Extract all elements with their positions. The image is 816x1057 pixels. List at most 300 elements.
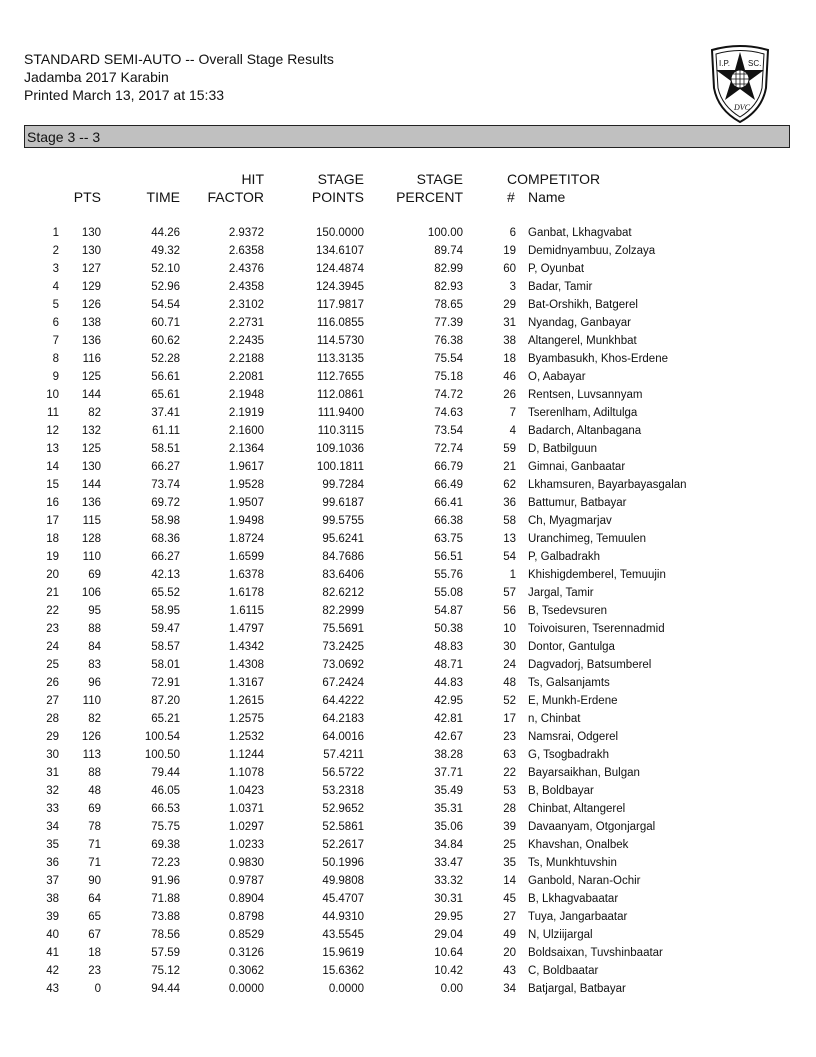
place-cell: 6: [52, 317, 59, 329]
place-cell: 41: [46, 947, 59, 959]
stage-percent-cell: 100.00: [427, 227, 463, 239]
place-cell: 3: [52, 263, 59, 275]
competitor-name-cell: Ts, Galsanjamts: [528, 677, 610, 689]
table-row: [0, 278, 816, 296]
place-cell: 1: [52, 227, 59, 239]
competitor-name-cell: Jargal, Tamir: [528, 587, 594, 599]
competitor-number-cell: 38: [503, 335, 516, 347]
place-cell: 28: [46, 713, 59, 725]
table-row: [0, 260, 816, 278]
time-cell: 61.11: [152, 425, 180, 437]
place-cell: 24: [46, 641, 59, 653]
col-competitor: COMPETITOR: [507, 171, 601, 187]
pts-cell: 130: [81, 245, 101, 257]
place-cell: 4: [52, 281, 59, 293]
table-row: [0, 314, 816, 332]
hit-factor-cell: 2.6358: [228, 245, 264, 257]
place-cell: 39: [46, 911, 59, 923]
table-row: [0, 566, 816, 584]
pts-cell: 65: [88, 911, 101, 923]
competitor-number-cell: 53: [503, 785, 516, 797]
time-cell: 100.54: [144, 731, 180, 743]
competitor-number-cell: 24: [503, 659, 516, 671]
pts-cell: 136: [81, 335, 101, 347]
place-cell: 2: [52, 245, 59, 257]
col-stage-points-line2: POINTS: [311, 189, 364, 205]
pts-cell: 128: [81, 533, 101, 545]
stage-percent-cell: 78.65: [434, 299, 463, 311]
competitor-name-cell: O, Aabayar: [528, 371, 586, 383]
place-cell: 9: [52, 371, 59, 383]
hit-factor-cell: 2.4376: [228, 263, 264, 275]
competitor-number-cell: 3: [509, 281, 516, 293]
place-cell: 34: [46, 821, 59, 833]
competitor-name-cell: Bayarsaikhan, Bulgan: [528, 767, 640, 779]
place-cell: 19: [46, 551, 59, 563]
table-row: [0, 422, 816, 440]
stage-percent-cell: 66.38: [434, 515, 463, 527]
competitor-name-cell: Dontor, Gantulga: [528, 641, 615, 653]
table-row: [0, 458, 816, 476]
stage-percent-cell: 42.95: [434, 695, 463, 707]
stage-percent-cell: 54.87: [434, 605, 463, 617]
competitor-number-cell: 48: [503, 677, 516, 689]
time-cell: 79.44: [151, 767, 180, 779]
stage-percent-cell: 73.54: [434, 425, 463, 437]
competitor-number-cell: 39: [503, 821, 516, 833]
stage-points-cell: 52.5861: [322, 821, 364, 833]
table-row: [0, 638, 816, 656]
competitor-name-cell: Tserenlham, Adiltulga: [528, 407, 638, 419]
competitor-name-cell: Ts, Munkhtuvshin: [528, 857, 617, 869]
pts-cell: 82: [88, 407, 101, 419]
competitor-name-cell: Gimnai, Ganbaatar: [528, 461, 626, 473]
place-cell: 37: [46, 875, 59, 887]
stage-points-cell: 67.2424: [322, 677, 364, 689]
stage-points-cell: 56.5722: [322, 767, 364, 779]
time-cell: 58.98: [151, 515, 180, 527]
competitor-name-cell: B, Lkhagvabaatar: [528, 893, 619, 905]
stage-percent-cell: 33.47: [434, 857, 463, 869]
place-cell: 43: [46, 983, 59, 995]
hit-factor-cell: 0.9830: [228, 857, 264, 869]
stage-points-cell: 45.4707: [322, 893, 364, 905]
stage-points-cell: 134.6107: [316, 245, 364, 257]
stage-percent-cell: 48.71: [434, 659, 463, 671]
pts-cell: 23: [88, 965, 101, 977]
table-row: [0, 800, 816, 818]
stage-percent-cell: 55.76: [434, 569, 463, 581]
competitor-name-cell: Ganbat, Lkhagvabat: [528, 227, 632, 239]
pts-cell: 138: [81, 317, 101, 329]
pts-cell: 132: [81, 425, 101, 437]
time-cell: 71.88: [151, 893, 180, 905]
competitor-name-cell: Khishigdemberel, Temuujin: [528, 569, 666, 581]
stage-percent-cell: 75.54: [434, 353, 463, 365]
report-title: STANDARD SEMI-AUTO -- Overall Stage Results: [24, 51, 334, 67]
stage-percent-cell: 37.71: [434, 767, 463, 779]
competitor-name-cell: Demidnyambuu, Zolzaya: [528, 245, 656, 257]
stage-percent-cell: 82.99: [434, 263, 463, 275]
hit-factor-cell: 1.6378: [228, 569, 264, 581]
stage-percent-cell: 10.64: [434, 947, 463, 959]
pts-cell: 82: [88, 713, 101, 725]
hit-factor-cell: 2.2731: [228, 317, 264, 329]
stage-points-cell: 117.9817: [316, 299, 364, 311]
stage-points-cell: 64.2183: [322, 713, 364, 725]
pts-cell: 69: [88, 569, 101, 581]
hit-factor-cell: 1.6115: [229, 605, 264, 617]
table-row: [0, 530, 816, 548]
place-cell: 5: [52, 299, 59, 311]
time-cell: 57.59: [151, 947, 180, 959]
hit-factor-cell: 2.2435: [228, 335, 264, 347]
table-row: [0, 764, 816, 782]
pts-cell: 110: [82, 695, 101, 707]
hit-factor-cell: 1.0297: [228, 821, 264, 833]
stage-percent-cell: 63.75: [434, 533, 463, 545]
competitor-number-cell: 20: [503, 947, 516, 959]
pts-cell: 116: [82, 353, 101, 365]
competitor-number-cell: 26: [503, 389, 516, 401]
table-row: [0, 584, 816, 602]
time-cell: 58.01: [151, 659, 180, 671]
time-cell: 69.72: [151, 497, 180, 509]
place-cell: 22: [46, 605, 59, 617]
competitor-name-cell: Lkhamsuren, Bayarbayasgalan: [528, 479, 687, 491]
pts-cell: 125: [81, 443, 101, 455]
stage-percent-cell: 29.04: [434, 929, 463, 941]
table-row: [0, 818, 816, 836]
time-cell: 78.56: [151, 929, 180, 941]
pts-cell: 115: [82, 515, 101, 527]
competitor-number-cell: 25: [503, 839, 516, 851]
competitor-name-cell: Badar, Tamir: [528, 281, 593, 293]
pts-cell: 110: [82, 551, 101, 563]
hit-factor-cell: 2.4358: [228, 281, 264, 293]
stage-points-cell: 109.1036: [316, 443, 364, 455]
time-cell: 94.44: [151, 983, 180, 995]
stage-percent-cell: 35.06: [434, 821, 463, 833]
pts-cell: 126: [81, 299, 101, 311]
hit-factor-cell: 1.9528: [228, 479, 264, 491]
stage-points-cell: 124.3945: [316, 281, 364, 293]
place-cell: 14: [46, 461, 59, 473]
table-row: [0, 782, 816, 800]
table-row: [0, 368, 816, 386]
match-name: Jadamba 2017 Karabin: [24, 69, 169, 85]
stage-label: Stage 3 -- 3: [27, 129, 101, 145]
pts-cell: 67: [88, 929, 101, 941]
stage-percent-cell: 30.31: [434, 893, 463, 905]
stage-percent-cell: 42.81: [434, 713, 463, 725]
time-cell: 42.13: [151, 569, 180, 581]
stage-points-cell: 44.9310: [322, 911, 364, 923]
hit-factor-cell: 1.8724: [228, 533, 264, 545]
stage-points-cell: 50.1996: [322, 857, 364, 869]
stage-points-cell: 124.4874: [316, 263, 364, 275]
pts-cell: 125: [81, 371, 101, 383]
table-row: [0, 332, 816, 350]
pts-cell: 129: [81, 281, 101, 293]
stage-points-cell: 49.9808: [322, 875, 364, 887]
pts-cell: 84: [88, 641, 101, 653]
col-name: Name: [528, 189, 566, 205]
stage-percent-cell: 55.08: [434, 587, 463, 599]
col-stage-percent-line1: STAGE: [416, 171, 463, 187]
place-cell: 33: [46, 803, 59, 815]
competitor-name-cell: Davaanyam, Otgonjargal: [528, 821, 656, 833]
competitor-number-cell: 59: [503, 443, 516, 455]
time-cell: 58.57: [151, 641, 180, 653]
hit-factor-cell: 0.8529: [228, 929, 264, 941]
competitor-name-cell: Chinbat, Altangerel: [528, 803, 626, 815]
pts-cell: 113: [82, 749, 101, 761]
hit-factor-cell: 0.3126: [228, 947, 264, 959]
stage-percent-cell: 56.51: [434, 551, 463, 563]
competitor-name-cell: Rentsen, Luvsannyam: [528, 389, 643, 401]
place-cell: 23: [46, 623, 59, 635]
stage-percent-cell: 10.42: [434, 965, 463, 977]
competitor-name-cell: Nyandag, Ganbayar: [528, 317, 631, 329]
stage-percent-cell: 38.28: [434, 749, 463, 761]
competitor-number-cell: 10: [503, 623, 516, 635]
time-cell: 60.62: [151, 335, 180, 347]
hit-factor-cell: 0.8904: [228, 893, 264, 905]
place-cell: 35: [46, 839, 59, 851]
table-row: [0, 908, 816, 926]
place-cell: 11: [47, 407, 59, 419]
stage-percent-cell: 34.84: [434, 839, 463, 851]
hit-factor-cell: 1.6178: [228, 587, 264, 599]
pts-cell: 130: [81, 227, 101, 239]
hit-factor-cell: 0.9787: [228, 875, 264, 887]
time-cell: 44.26: [151, 227, 180, 239]
stage-percent-cell: 66.49: [434, 479, 463, 491]
hit-factor-cell: 0.8798: [228, 911, 264, 923]
table-row: [0, 692, 816, 710]
competitor-name-cell: n, Chinbat: [528, 713, 581, 725]
stage-percent-cell: 74.63: [434, 407, 463, 419]
table-row: [0, 926, 816, 944]
hit-factor-cell: 1.0233: [228, 839, 264, 851]
stage-points-cell: 57.4211: [323, 749, 364, 761]
competitor-number-cell: 52: [503, 695, 516, 707]
stage-points-cell: 112.7655: [316, 371, 364, 383]
competitor-name-cell: Battumur, Batbayar: [528, 497, 627, 509]
time-cell: 100.50: [144, 749, 180, 761]
competitor-number-cell: 27: [503, 911, 516, 923]
stage-points-cell: 75.5691: [322, 623, 364, 635]
table-row: [0, 512, 816, 530]
time-cell: 65.61: [151, 389, 180, 401]
hit-factor-cell: 2.1364: [228, 443, 264, 455]
stage-points-cell: 64.4222: [322, 695, 364, 707]
competitor-number-cell: 57: [503, 587, 516, 599]
pts-cell: 71: [88, 857, 101, 869]
pts-cell: 90: [88, 875, 101, 887]
place-cell: 29: [46, 731, 59, 743]
col-stage-points-line1: STAGE: [317, 171, 364, 187]
competitor-number-cell: 63: [503, 749, 516, 761]
pts-cell: 136: [81, 497, 101, 509]
stage-points-cell: 83.6406: [322, 569, 364, 581]
competitor-number-cell: 29: [503, 299, 516, 311]
results-table: [0, 224, 816, 998]
hit-factor-cell: 1.0423: [228, 785, 264, 797]
ipsc-shield-logo-icon: [708, 44, 772, 124]
table-row: [0, 620, 816, 638]
col-hit-factor-line2: FACTOR: [207, 189, 264, 205]
hit-factor-cell: 2.1919: [228, 407, 264, 419]
stage-points-cell: 116.0855: [316, 317, 364, 329]
time-cell: 65.21: [151, 713, 180, 725]
hit-factor-cell: 1.9617: [228, 461, 264, 473]
stage-points-cell: 73.2425: [322, 641, 364, 653]
competitor-name-cell: E, Munkh-Erdene: [528, 695, 618, 707]
table-row: [0, 836, 816, 854]
hit-factor-cell: 1.1244: [228, 749, 264, 761]
competitor-number-cell: 45: [503, 893, 516, 905]
hit-factor-cell: 2.1600: [228, 425, 264, 437]
stage-points-cell: 84.7686: [322, 551, 364, 563]
time-cell: 52.96: [151, 281, 180, 293]
table-row: [0, 224, 816, 242]
svg-text:DVC: DVC: [734, 103, 750, 112]
time-cell: 66.27: [151, 461, 180, 473]
place-cell: 17: [46, 515, 59, 527]
table-row: [0, 440, 816, 458]
stage-percent-cell: 74.72: [434, 389, 463, 401]
col-time: TIME: [146, 189, 180, 205]
time-cell: 54.54: [151, 299, 180, 311]
table-row: [0, 710, 816, 728]
stage-percent-cell: 82.93: [434, 281, 463, 293]
stage-percent-cell: 66.41: [434, 497, 463, 509]
table-row: [0, 494, 816, 512]
competitor-number-cell: 19: [503, 245, 516, 257]
pts-cell: 71: [88, 839, 101, 851]
stage-percent-cell: 50.38: [434, 623, 463, 635]
competitor-name-cell: B, Boldbayar: [528, 785, 594, 797]
place-cell: 32: [46, 785, 59, 797]
col-stage-percent-line2: PERCENT: [396, 189, 463, 205]
competitor-number-cell: 58: [503, 515, 516, 527]
table-row: [0, 854, 816, 872]
stage-points-cell: 0.0000: [328, 983, 364, 995]
place-cell: 18: [46, 533, 59, 545]
stage-points-cell: 99.7284: [322, 479, 364, 491]
hit-factor-cell: 1.9498: [228, 515, 264, 527]
competitor-number-cell: 36: [503, 497, 516, 509]
stage-points-cell: 15.6362: [322, 965, 364, 977]
pts-cell: 18: [88, 947, 101, 959]
competitor-number-cell: 22: [503, 767, 516, 779]
competitor-number-cell: 34: [503, 983, 516, 995]
hit-factor-cell: 2.2188: [228, 353, 264, 365]
table-row: [0, 728, 816, 746]
place-cell: 21: [46, 587, 59, 599]
table-row: [0, 548, 816, 566]
time-cell: 60.71: [151, 317, 180, 329]
printed-date: Printed March 13, 2017 at 15:33: [24, 87, 225, 103]
time-cell: 72.23: [151, 857, 180, 869]
time-cell: 66.53: [151, 803, 180, 815]
table-row: [0, 242, 816, 260]
time-cell: 52.10: [151, 263, 180, 275]
stage-points-cell: 113.3135: [316, 353, 364, 365]
competitor-name-cell: Uranchimeg, Temuulen: [528, 533, 647, 545]
stage-points-cell: 43.5545: [322, 929, 364, 941]
stage-percent-cell: 0.00: [440, 983, 463, 995]
table-row: [0, 296, 816, 314]
stage-percent-cell: 29.95: [434, 911, 463, 923]
table-row: [0, 746, 816, 764]
time-cell: 75.75: [151, 821, 180, 833]
time-cell: 37.41: [151, 407, 180, 419]
table-row: [0, 404, 816, 422]
competitor-name-cell: Badarch, Altanbagana: [528, 425, 642, 437]
competitor-name-cell: Bat-Orshikh, Batgerel: [528, 299, 638, 311]
competitor-name-cell: Dagvadorj, Batsumberel: [528, 659, 652, 671]
time-cell: 58.95: [151, 605, 180, 617]
place-cell: 7: [52, 335, 59, 347]
hit-factor-cell: 1.9507: [228, 497, 264, 509]
stage-percent-cell: 77.39: [434, 317, 463, 329]
table-row: [0, 872, 816, 890]
stage-points-cell: 100.1811: [316, 461, 364, 473]
pts-cell: 0: [94, 983, 101, 995]
place-cell: 38: [46, 893, 59, 905]
place-cell: 15: [46, 479, 59, 491]
time-cell: 65.52: [151, 587, 180, 599]
table-row: [0, 656, 816, 674]
pts-cell: 83: [88, 659, 101, 671]
pts-cell: 144: [81, 479, 101, 491]
table-row: [0, 602, 816, 620]
pts-cell: 88: [88, 767, 101, 779]
place-cell: 16: [46, 497, 59, 509]
stage-points-cell: 52.9652: [322, 803, 364, 815]
competitor-name-cell: Namsrai, Odgerel: [528, 731, 619, 743]
competitor-number-cell: 17: [503, 713, 516, 725]
pts-cell: 88: [88, 623, 101, 635]
col-pts: PTS: [73, 189, 101, 205]
pts-cell: 144: [81, 389, 101, 401]
time-cell: 56.61: [151, 371, 180, 383]
hit-factor-cell: 1.2615: [228, 695, 264, 707]
time-cell: 91.96: [151, 875, 180, 887]
stage-points-cell: 95.6241: [322, 533, 364, 545]
stage-percent-cell: 35.49: [434, 785, 463, 797]
competitor-name-cell: G, Tsogbadrakh: [528, 749, 609, 761]
place-cell: 31: [46, 767, 59, 779]
place-cell: 10: [46, 389, 59, 401]
pts-cell: 95: [88, 605, 101, 617]
time-cell: 46.05: [151, 785, 180, 797]
pts-cell: 78: [88, 821, 101, 833]
table-row: [0, 674, 816, 692]
place-cell: 25: [46, 659, 59, 671]
place-cell: 12: [46, 425, 59, 437]
place-cell: 40: [46, 929, 59, 941]
place-cell: 13: [46, 443, 59, 455]
pts-cell: 96: [88, 677, 101, 689]
place-cell: 36: [46, 857, 59, 869]
stage-banner: [24, 125, 790, 148]
competitor-name-cell: P, Oyunbat: [528, 263, 585, 275]
time-cell: 58.51: [151, 443, 180, 455]
